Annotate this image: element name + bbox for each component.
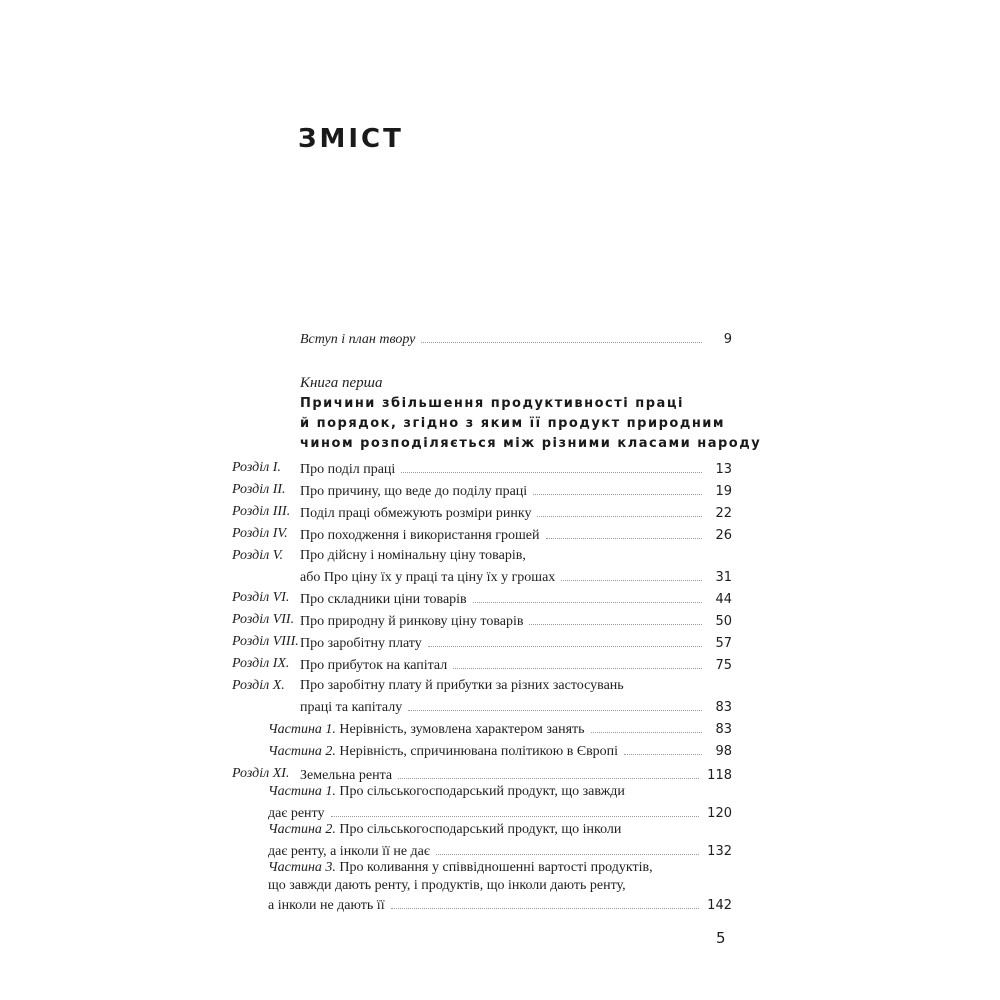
toc-entry-title: Про заробітну плату [300,636,422,651]
toc-entry-chapter-10-part-1[interactable] [268,718,732,738]
chapter-label: Розділ IV. [232,526,288,541]
toc-entry-chapter-11-part-1[interactable] [268,782,732,802]
part-label: Частина 1. [268,722,336,737]
toc-page-number: 13 [715,462,732,477]
toc-page-number: 57 [715,636,732,651]
toc-entry-chapter-10-part-2[interactable] [268,740,732,760]
chapter-label: Розділ I. [232,460,281,475]
toc-entry-title: Про складники ціни товарів [300,592,467,607]
chapter-label: Розділ X. [232,678,285,693]
book-label: Книга перша [300,375,383,391]
toc-entry-title: дає ренту, а інколи її не дає [268,844,430,859]
chapter-label: Розділ III. [232,504,291,519]
dot-leader [428,632,702,647]
toc-entry-chapter-5-continued[interactable] [232,566,732,586]
toc-page-number: 142 [707,898,732,913]
dot-leader [421,328,702,343]
toc-entry-title: а інколи не дають її [268,898,385,913]
toc-page-number: 83 [715,722,732,737]
toc-entry-chapter-4[interactable] [232,524,732,544]
toc-entry-title: Поділ праці обмежують розміри ринку [300,506,532,521]
toc-page-number: 19 [715,484,732,499]
toc-entry-title: або Про ціну їх у праці та ціну їх у грошах [300,570,556,585]
dot-leader [473,588,702,603]
toc-entry-title: Про заробітну плату й прибутки за різних застосувань [300,678,624,693]
page-title: ЗМІСТ [298,124,404,154]
toc-entry-title: Про дійсну і номінальну ціну товарів, [300,548,526,563]
part-title: Нерівність, зумовлена характером занять [335,722,585,737]
toc-entry-chapter-1[interactable] [232,458,732,478]
chapter-label: Розділ VII. [232,612,295,627]
page-number: 5 [716,929,726,947]
toc-page-number: 120 [707,806,732,821]
toc-page-number: 75 [715,658,732,673]
toc-page-number: 44 [715,592,732,607]
dot-leader [533,480,702,495]
toc-entry-chapter-11-part-2-continued[interactable] [268,840,732,860]
chapter-label: Розділ VIII. [232,634,299,649]
toc-page-number: 132 [707,844,732,859]
toc-entry-chapter-3[interactable] [232,502,732,522]
chapter-label: Розділ V. [232,548,283,563]
toc-entry-chapter-10[interactable] [232,676,732,696]
dot-leader [436,840,699,855]
dot-leader [591,718,702,733]
part-title: Нерівність, спричинювана політикою в Європі [335,744,619,759]
dot-leader [537,502,702,517]
toc-entry-chapter-11-part-3-continued[interactable] [268,894,732,914]
toc-entry-title: праці та капіталу [300,700,403,715]
toc-entry-title: Про природну й ринкову ціну товарів [300,614,524,629]
toc-page-number: 26 [715,528,732,543]
chapter-label: Розділ II. [232,482,286,497]
toc-entry-title: Про причину, що веде до поділу праці [300,484,528,499]
toc-entry-title [268,720,585,740]
dot-leader [546,524,702,539]
part-title: Про коливання у співвідношенні вартості продуктів, [335,860,653,875]
dot-leader [453,654,702,669]
toc-page-number: 9 [723,332,732,347]
toc-entry-intro[interactable] [300,328,732,348]
part-label: Частина 2. [268,822,336,837]
toc-page-number: 118 [707,768,732,783]
part-title: Про сільськогосподарський продукт, що завжди [335,784,625,799]
book-heading-line: Причини збільшення продуктивності праці [300,396,684,411]
toc-entry-chapter-6[interactable] [232,588,732,608]
chapter-label: Розділ IX. [232,656,290,671]
toc-entry-title: що завжди дають ренту, і продуктів, що інколи дають ренту, [268,878,626,893]
chapter-label: Розділ VI. [232,590,290,605]
part-title: Про сільськогосподарський продукт, що інколи [335,822,622,837]
toc-entry-chapter-7[interactable] [232,610,732,630]
toc-entry-title [268,782,625,802]
toc-entry-title: дає ренту [268,806,325,821]
dot-leader [408,696,702,711]
dot-leader [391,894,700,909]
toc-entry-title [268,858,653,878]
toc-entry-chapter-2[interactable] [232,480,732,500]
toc-entry-chapter-11-part-3[interactable] [268,858,732,878]
toc-entry-chapter-9[interactable] [232,654,732,674]
toc-entry-chapter-8[interactable] [232,632,732,652]
toc-entry-chapter-5[interactable] [232,546,732,566]
dot-leader [331,802,700,817]
dot-leader [398,764,699,779]
dot-leader [561,566,702,581]
toc-page-number: 83 [715,700,732,715]
dot-leader [529,610,702,625]
toc-page-number: 98 [715,744,732,759]
toc-entry-title [268,742,618,762]
toc-entry-title: Про прибуток на капітал [300,658,448,673]
part-label: Частина 1. [268,784,336,799]
book-heading-line: чином розподіляється між різними класами народу [300,436,762,451]
toc-entry-chapter-11-part-1-continued[interactable] [268,802,732,822]
toc-page-number: 22 [715,506,732,521]
toc-entry-title: Земельна рента [300,768,393,783]
book-heading-line: й порядок, згідно з яким її продукт природним [300,416,726,431]
chapter-label: Розділ XI. [232,766,290,781]
toc-entry-title [268,820,621,840]
toc-entry-chapter-11-part-2[interactable] [268,820,732,840]
toc-entry-title: Про походження і використання грошей [300,528,540,543]
toc-entry-chapter-10-continued[interactable] [232,696,732,716]
dot-leader [624,740,702,755]
toc-entry-title: Про поділ праці [300,462,396,477]
toc-page-number: 31 [715,570,732,585]
part-label: Частина 2. [268,744,336,759]
toc-entry-chapter-11[interactable] [232,764,732,784]
part-label: Частина 3. [268,860,336,875]
toc-entry-title: Вступ і план твору [300,332,416,347]
toc-entry-chapter-11-part-3-continued[interactable] [268,876,732,896]
toc-page-number: 50 [715,614,732,629]
dot-leader [401,458,702,473]
